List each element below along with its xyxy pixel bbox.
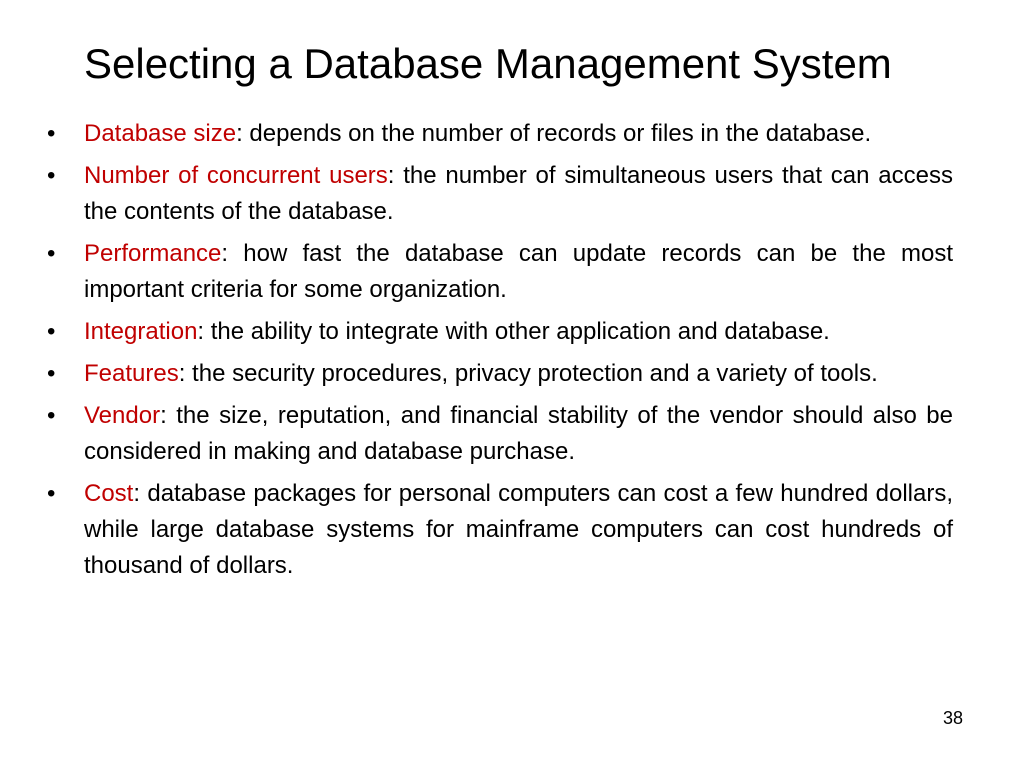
bullet-vendor — [47, 398, 953, 470]
bullet-term: Vendor — [84, 402, 161, 429]
slide-title: Selecting a Database Management System — [84, 40, 892, 87]
bullet-cost — [47, 476, 953, 584]
bullet-term: Performance — [84, 240, 222, 267]
bullet-concurrent-users — [47, 158, 953, 230]
bullet-term: Number of concurrent users — [84, 162, 388, 189]
bullet-text: : database packages for personal computers can cost a few hundred dollars, while large database systems for mainframe computers can cost hundreds of thousand of dollars. — [84, 480, 953, 579]
bullet-text: : how fast the database can update records can be the most important criteria for some organization. — [84, 240, 953, 303]
bullet-icon: • — [47, 318, 56, 345]
bullet-text: : the ability to integrate with other application and database. — [197, 318, 830, 345]
bullet-database-size — [47, 116, 953, 152]
bullet-icon: • — [47, 120, 56, 147]
page-number: 38 — [942, 708, 963, 728]
bullet-icon: • — [47, 402, 56, 429]
bullet-text: : the security procedures, privacy protection and a variety of tools. — [178, 360, 878, 387]
bullet-term: Integration — [84, 318, 198, 345]
bullet-icon: • — [47, 162, 56, 189]
bullet-list — [47, 116, 953, 590]
bullet-icon: • — [47, 360, 56, 387]
bullet-icon: • — [47, 480, 56, 507]
bullet-text: : depends on the number of records or files in the database. — [236, 120, 872, 147]
bullet-text: : the number of simultaneous users that can access the contents of the database. — [84, 162, 953, 225]
bullet-term: Database size — [84, 120, 237, 147]
bullet-performance — [47, 236, 953, 308]
bullet-term: Features — [84, 360, 179, 387]
bullet-term: Cost — [84, 480, 134, 507]
bullet-integration — [47, 314, 953, 350]
bullet-icon: • — [47, 240, 56, 267]
bullet-features — [47, 356, 953, 392]
bullet-text: : the size, reputation, and financial stability of the vendor should also be considered in making and database purchase. — [84, 402, 953, 465]
